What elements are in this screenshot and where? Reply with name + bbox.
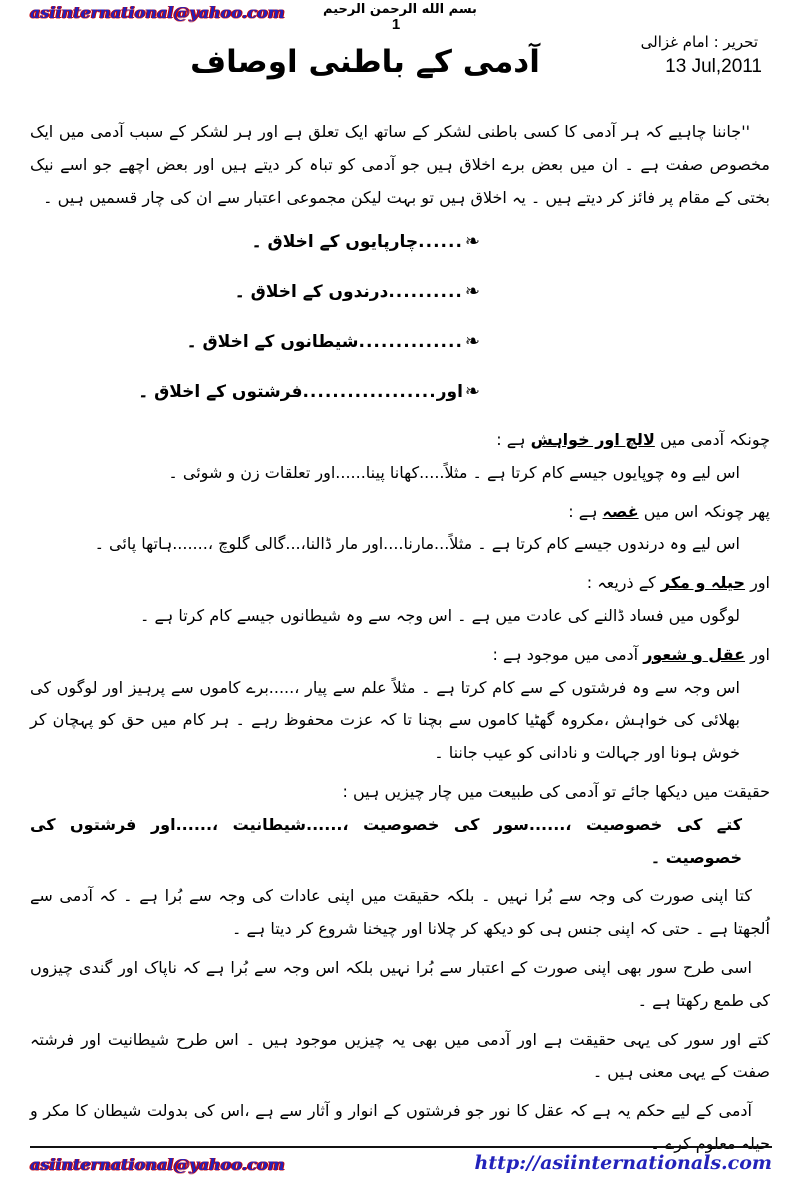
floral-ornament-icon: ❧: [464, 231, 480, 253]
heading-text: پھر چونکہ اس میں: [638, 501, 770, 521]
heading-text: کے ذریعہ :: [586, 573, 661, 593]
intro-paragraph: ''جاننا چاہیے کہ ہر آدمی کا کسی باطنی لشکر کے ساتھ ایک تعلق ہے اور ہر لشکر کے سبب آدمی میں ایک مخصوص صفت ہے ۔ ان میں بعض برے اخلاق ہیں جو آدمی کو تباہ کر دیتے ہیں اور بعض اچھے جو اسے نیک بختی کے مقام پر فائز کر دیتے ہیں ۔ یہ اخلاق ہیں تو بہت لیکن مجموعی اعتبار سے ان کی چار قسمیں ہیں ۔: [30, 122, 770, 207]
bullet-label: درندوں کے اخلاق ۔: [234, 282, 389, 303]
heading-text: ہے :: [568, 501, 603, 521]
footer-divider: [30, 1146, 772, 1148]
section-body-intellect: اس وجہ سے وہ فرشتوں کے سے کام کرتا ہے ۔ مثلاً علم سے پیار ،.....برے کاموں سے پرہیز اور لوگوں کی بھلائی کی خواہش ،مکروہ گھٹیا کاموں سے بچنا تا کہ عزت محفوظ رہے ۔ ہر کام میں حق کو پہچان کر خوش ہونا اور جہالت و نادانی کو عیب جاننا ۔: [30, 677, 740, 763]
dotted-leader: ......: [418, 232, 463, 253]
heading-text: اور: [745, 644, 770, 664]
section-heading-intellect: [30, 639, 770, 672]
floral-ornament-icon: ❧: [464, 281, 480, 303]
footer-url-link[interactable]: http://asiinternationals.com: [474, 1152, 772, 1174]
section-body-deceit: لوگوں میں فساد ڈالنے کی عادت میں ہے ۔ اس وجہ سے وہ شیطانوں جیسے کام کرتا ہے ۔: [140, 605, 740, 625]
paragraph-dog-pig-summary: کتے اور سور کی یہی حقیقت ہے اور آدمی میں بھی یہ چیزیں موجود ہیں ۔ اس طرح شیطانیت اور فرشتہ صفت کے یہی معنی ہیں ۔: [30, 1029, 770, 1082]
paragraph-pig: اسی طرح سور بھی اپنی صورت کے اعتبار سے بُرا نہیں بلکہ اس وجہ سے بُرا ہے کہ ناپاک اور گندی چیزوں کی طمع رکھتا ہے ۔: [30, 957, 770, 1010]
heading-keyword: لالچ اور خواہش: [530, 429, 655, 449]
floral-ornament-icon: ❧: [464, 381, 480, 403]
list-item: [30, 374, 480, 411]
author-byline: تحریر : امام غزالی: [640, 33, 758, 51]
page-number: 1: [391, 16, 401, 33]
bullet-label: شیطانوں کے اخلاق ۔: [186, 332, 359, 353]
bismillah-text: بسم الله الرحمن الرحيم: [323, 2, 477, 17]
heading-text: اور: [745, 573, 770, 593]
dotted-leader: ..................: [302, 382, 437, 403]
heading-text: چونکہ آدمی میں: [654, 429, 770, 449]
section-heading-deceit: [30, 567, 770, 600]
bullet-prefix: اور: [436, 382, 463, 403]
dotted-leader: ..........: [388, 282, 463, 303]
header-email-link[interactable]: asiinternational@yahoo.com: [30, 3, 285, 22]
bullet-label: فرشتوں کے اخلاق ۔: [138, 382, 303, 403]
page-title: آدمی کے باطنی اوصاف: [190, 44, 540, 80]
nature-heading: حقیقت میں دیکھا جائے تو آدمی کی طبیعت میں چار چیزیں ہیں :: [342, 781, 770, 801]
footer-email-link[interactable]: asiinternational@yahoo.com: [30, 1155, 285, 1174]
heading-text: آدمی میں موجود ہے :: [492, 644, 644, 664]
heading-keyword: حیلہ و مکر: [660, 573, 746, 593]
document-body: [30, 116, 770, 1167]
list-item: [30, 324, 480, 361]
section-body-greed: اس لیے وہ چوپایوں جیسے کام کرتا ہے ۔ مثلاً.....کھانا پینا......اور تعلقات زن و شوئی ۔: [168, 462, 740, 482]
paragraph-conclusion: آدمی کے لیے حکم یہ ہے کہ عقل کا نور جو فرشتوں کے انوار و آثار سے ہے ،اس کی بدولت شیطان کا مکر و حیلہ معلوم کرے ۔: [30, 1101, 770, 1153]
floral-ornament-icon: ❧: [464, 331, 480, 353]
list-item: [30, 274, 480, 311]
list-item: [30, 224, 480, 261]
date-text: 13 Jul,2011: [665, 56, 762, 77]
heading-keyword: عقل و شعور: [643, 644, 746, 664]
bullet-label: چارپایوں کے اخلاق ۔: [251, 232, 419, 253]
dotted-leader: ..............: [358, 332, 463, 353]
morals-bullet-list: [30, 224, 770, 411]
heading-keyword: غصہ: [602, 501, 639, 521]
paragraph-dog: کتا اپنی صورت کی وجہ سے بُرا نہیں ۔ بلکہ حقیقت میں اپنی عادات کی وجہ سے بُرا ہے ۔ کہ آدمی سے اُلجھتا ہے ۔ حتی کہ اپنی جنس ہی کو دیکھ کر چلانا اور چیخنا شروع کر دیتا ہے ۔: [30, 886, 770, 939]
section-heading-anger: [30, 496, 770, 529]
nature-qualities-line: کتے کی خصوصیت ،......سور کی خصوصیت ،......شیطانیت ،......اور فرشتوں کی خصوصیت ۔: [30, 814, 742, 867]
heading-text: ہے :: [496, 429, 531, 449]
section-heading-greed: [30, 424, 770, 457]
section-body-anger: اس لیے وہ درندوں جیسے کام کرتا ہے ۔ مثلاً...مارنا....اور مار ڈالنا،...گالی گلوچ ،.......ہاتھا پائی ۔: [94, 534, 740, 554]
